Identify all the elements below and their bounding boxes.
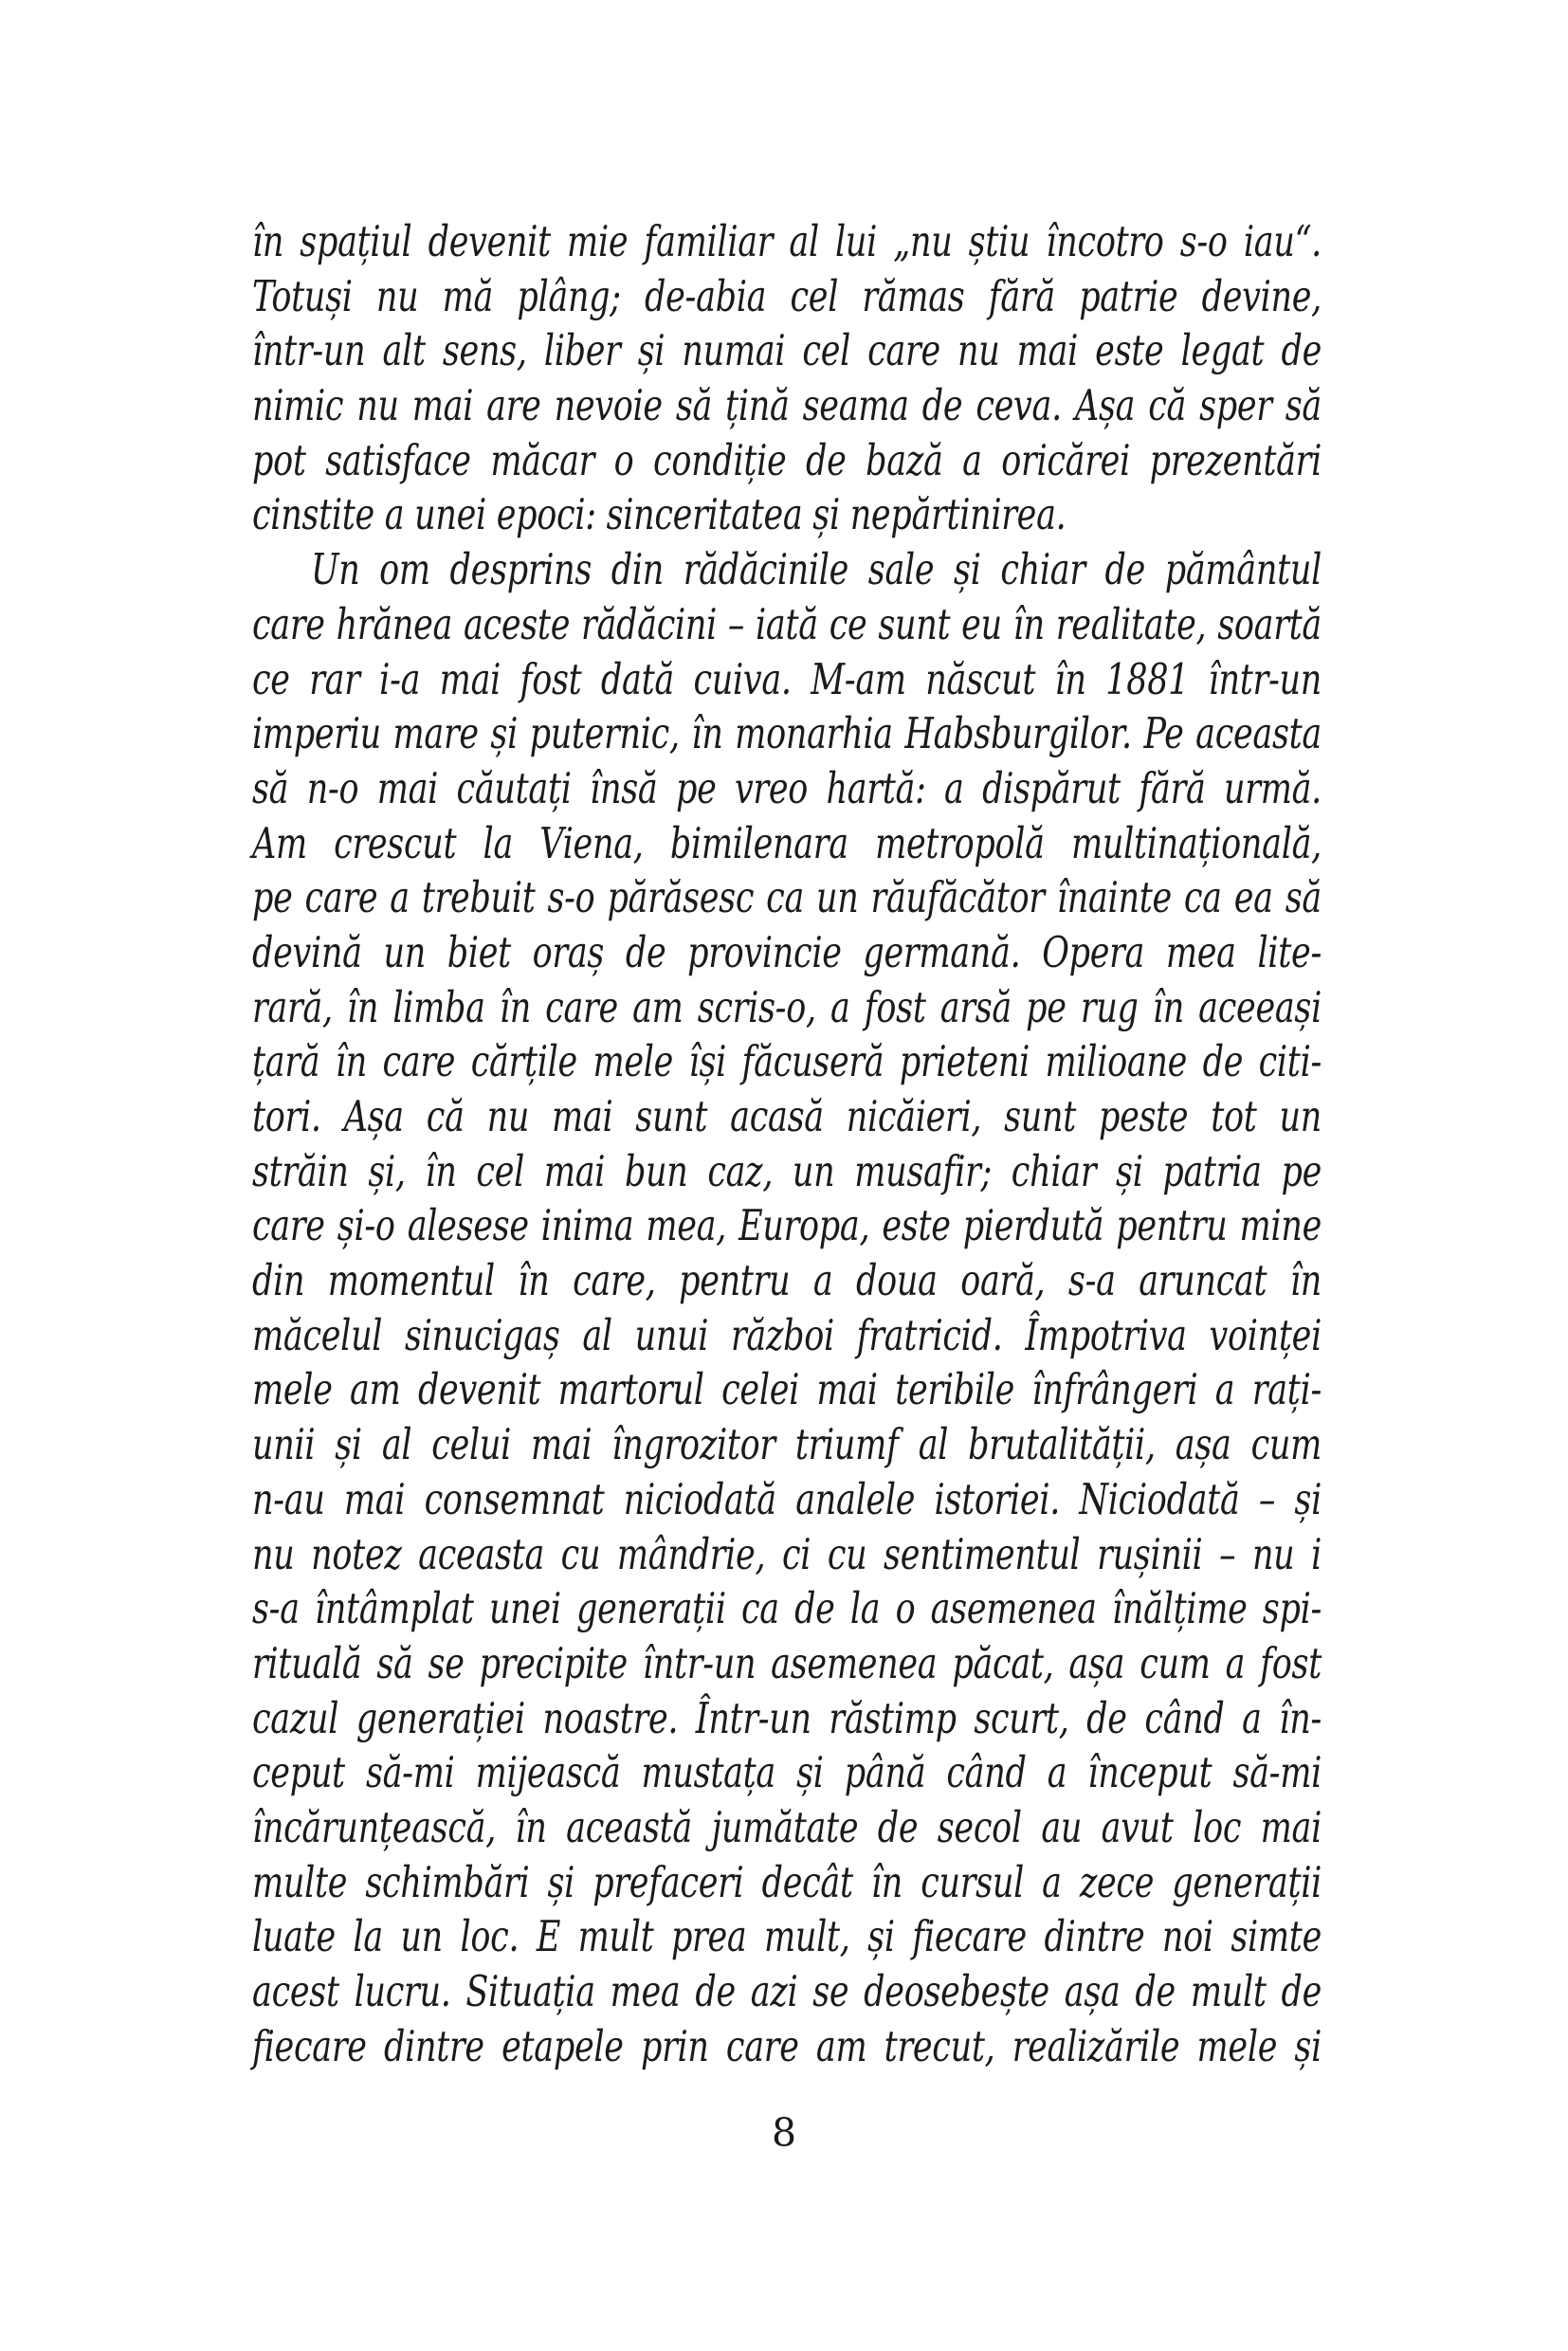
text-line: încărunțească, în această jumătate de secol au avut loc mai xyxy=(252,1804,1322,1853)
text-line: străin și, în cel mai bun caz, un musafir; chiar și patria pe xyxy=(252,1147,1322,1197)
text-line: cazul generației noastre. Într-un răstimp scurt, de când a în- xyxy=(252,1694,1322,1743)
text-line: cinstite a unei epoci: sinceritatea și nepărtinirea. xyxy=(252,491,1067,540)
text-line: pe care a trebuit s-o părăsesc ca un răufăcător înainte ca ea să xyxy=(252,874,1322,923)
text-line: rituală să se precipite într-un asemenea păcat, așa cum a fost xyxy=(252,1640,1322,1689)
text-line: într-un alt sens, liber și numai cel care nu mai este legat de xyxy=(252,327,1322,376)
text-line: Totuși nu mă plâng; de-abia cel rămas fără patrie devine, xyxy=(252,272,1322,322)
text-line: care și-o alesese inima mea, Europa, este pierdută pentru mine xyxy=(252,1202,1322,1251)
text-line: mele am devenit martorul celei mai teribile înfrângeri a rați- xyxy=(252,1366,1322,1415)
text-line: acest lucru. Situația mea de azi se deosebește așa de mult de xyxy=(252,1968,1322,2017)
text-line: pot satisface măcar o condiție de bază a oricărei prezentări xyxy=(252,436,1322,486)
text-line: imperiu mare și puternic, în monarhia Habsburgilor. Pe aceasta xyxy=(252,710,1322,759)
text-line: țară în care cărțile mele își făcuseră prieteni milioane de citi- xyxy=(252,1038,1322,1087)
text-line: nu notez aceasta cu mândrie, ci cu sentimentul rușinii – nu i xyxy=(252,1530,1322,1579)
text-line: să n-o mai căutați însă pe vreo hartă: a dispărut fără urmă. xyxy=(252,765,1322,814)
page-footer xyxy=(0,2110,1568,2156)
text-line: luate la un loc. E mult prea mult, și fiecare dintre noi simte xyxy=(252,1913,1322,1962)
text-line: Un om desprins din rădăcinile sale și chiar de pământul xyxy=(311,546,1322,595)
page-number: 8 xyxy=(771,2110,797,2156)
text-line: fiecare dintre etapele prin care am trecut, realizările mele și xyxy=(252,2022,1322,2072)
text-line: nimic nu mai are nevoie să țină seama de ceva. Așa că sper să xyxy=(252,382,1322,431)
text-line: rară, în limba în care am scris-o, a fost arsă pe rug în aceeași xyxy=(252,983,1322,1032)
body-text xyxy=(252,216,1322,2075)
text-line: care hrănea aceste rădăcini – iată ce sunt eu în realitate, soartă xyxy=(252,600,1322,650)
text-line: devină un biet oraș de provincie germană. Opera mea lite- xyxy=(252,929,1322,978)
text-line: unii și al celui mai îngrozitor triumf al brutalității, așa cum xyxy=(252,1421,1322,1470)
text-line: măcelul sinucigaș al unui război fratricid. Împotriva voinței xyxy=(252,1311,1322,1361)
text-line: multe schimbări și prefaceri decât în cursul a zece generații xyxy=(252,1858,1322,1907)
text-line: din momentul în care, pentru a doua oară, s-a aruncat în xyxy=(252,1257,1322,1306)
text-line: tori. Așa că nu mai sunt acasă nicăieri, sunt peste tot un xyxy=(252,1093,1322,1142)
text-line: ce rar i-a mai fost dată cuiva. M-am născut în 1881 într-un xyxy=(252,655,1322,704)
text-line: ceput să-mi mijească mustața și până când a început să-mi xyxy=(252,1749,1322,1798)
text-line: n-au mai consemnat niciodată analele istoriei. Niciodată – și xyxy=(252,1475,1322,1525)
text-line: în spațiul devenit mie familiar al lui „nu știu încotro s-o iau“. xyxy=(252,218,1322,267)
text-line: Am crescut la Viena, bimilenara metropolă multinațională, xyxy=(252,819,1322,868)
text-line: s-a întâmplat unei generații ca de la o asemenea înălțime spi- xyxy=(252,1585,1322,1634)
